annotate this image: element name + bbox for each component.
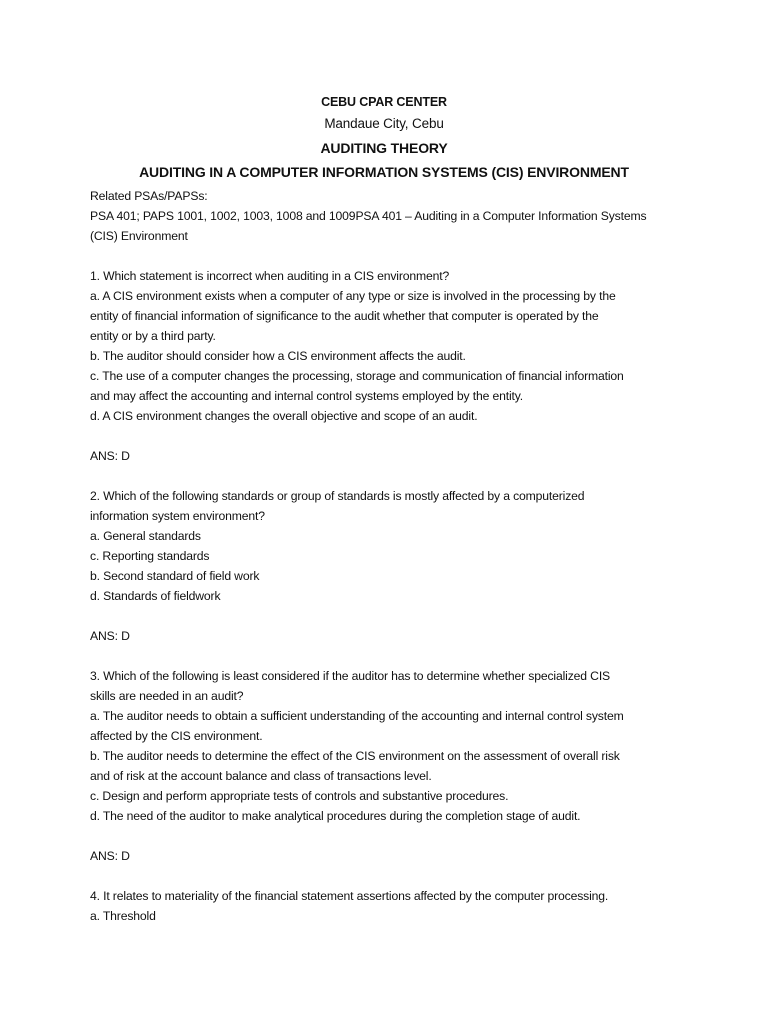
question-2-option: c. Reporting standards [90,549,210,563]
question-2-stem: information system environment? [90,509,265,523]
question-2-answer: ANS: D [90,629,130,643]
question-3-option: b. The auditor needs to determine the effect of the CIS environment on the assessment of overall risk [90,749,620,763]
question-1-option: a. A CIS environment exists when a computer of any type or size is involved in the processing by the [90,289,616,303]
question-3-stem: skills are needed in an audit? [90,689,244,703]
topic-title: AUDITING IN A COMPUTER INFORMATION SYSTEMS (CIS) ENVIRONMENT [139,164,629,180]
question-3-option: a. The auditor needs to obtain a sufficient understanding of the accounting and internal control system [90,709,624,723]
question-3-option: and of risk at the account balance and class of transactions level. [90,769,432,783]
question-1-option: entity or by a third party. [90,329,216,343]
question-1-option: and may affect the accounting and internal control systems employed by the entity. [90,389,524,403]
question-1-option: d. A CIS environment changes the overall objective and scope of an audit. [90,409,478,423]
question-3-answer: ANS: D [90,849,130,863]
related-label: Related PSAs/PAPSs: [90,189,208,203]
question-2-option: d. Standards of fieldwork [90,589,221,603]
question-1-stem: 1. Which statement is incorrect when auditing in a CIS environment? [90,269,450,283]
question-1-option: entity of financial information of significance to the audit whether that computer is operated by the [90,309,599,323]
related-standards-line: PSA 401; PAPS 1001, 1002, 1003, 1008 and 1009PSA 401 – Auditing in a Computer Information Systems [90,209,647,223]
question-1-answer: ANS: D [90,449,130,463]
question-2-stem: 2. Which of the following standards or group of standards is mostly affected by a computerized [90,489,585,503]
question-1-option: c. The use of a computer changes the processing, storage and communication of financial information [90,369,624,383]
org-name: CEBU CPAR CENTER [321,95,447,109]
question-3-option: c. Design and perform appropriate tests of controls and substantive procedures. [90,789,509,803]
question-4-option: a. Threshold [90,909,156,923]
question-2-option: b. Second standard of field work [90,569,260,583]
related-standards-line: (CIS) Environment [90,229,188,243]
question-2-option: a. General standards [90,529,201,543]
question-4-stem: 4. It relates to materiality of the financial statement assertions affected by the computer processing. [90,889,609,903]
question-3-stem: 3. Which of the following is least considered if the auditor has to determine whether specialized CIS [90,669,611,683]
question-3-option: d. The need of the auditor to make analytical procedures during the completion stage of audit. [90,809,581,823]
question-3-option: affected by the CIS environment. [90,729,263,743]
question-1-option: b. The auditor should consider how a CIS environment affects the audit. [90,349,466,363]
org-city: Mandaue City, Cebu [324,116,444,131]
subject-title: AUDITING THEORY [320,140,448,156]
